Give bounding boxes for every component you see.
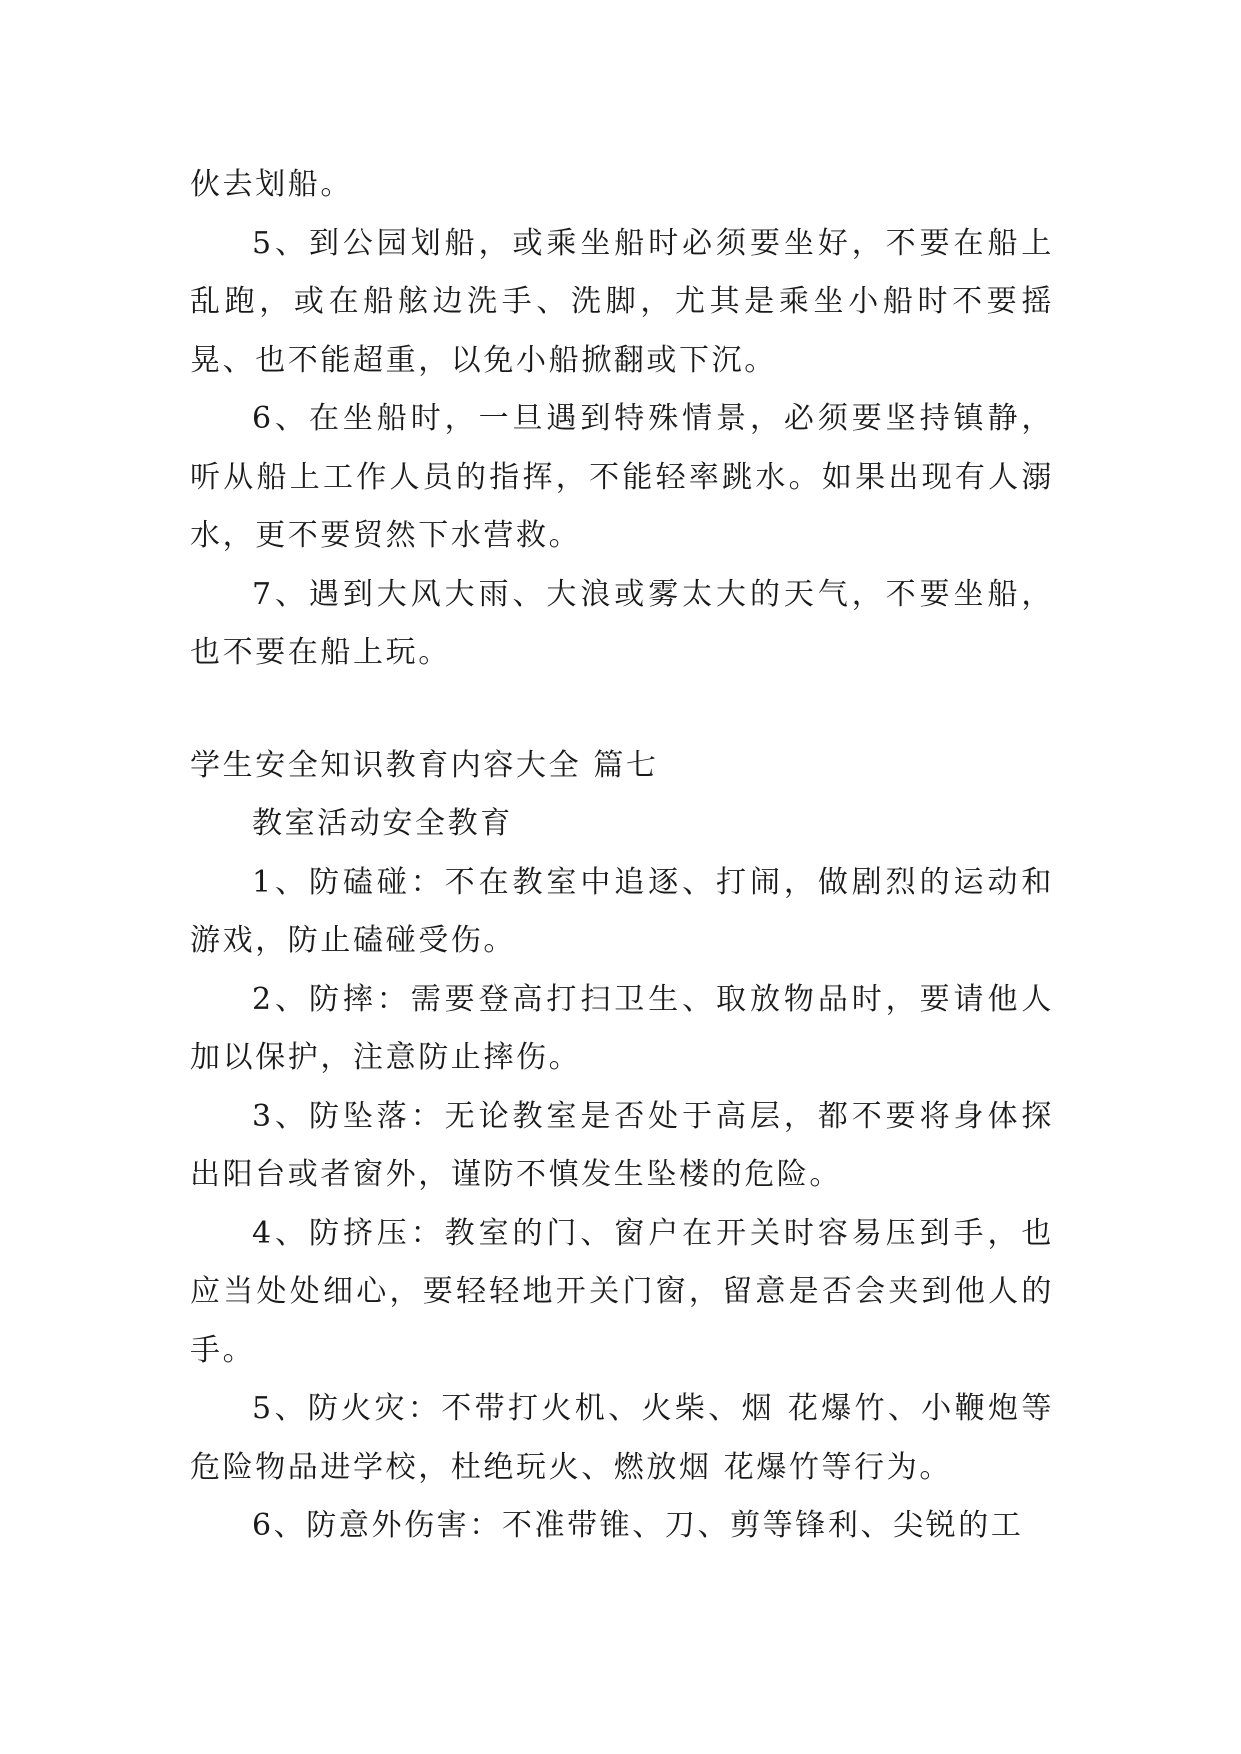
paragraph-item-4-classroom: 4、防挤压：教室的门、窗户在开关时容易压到手，也应当处处细心，要轻轻地开关门窗，留意是否会夹到他人的手。: [190, 1215, 1054, 1368]
paragraph-continuation: 伙去划船。: [190, 167, 353, 202]
paragraph-item-3-classroom: 3、防坠落：无论教室是否处于高层，都不要将身体探出阳台或者窗外，谨防不慎发生坠楼的危险。: [190, 1098, 1054, 1192]
paragraph-item-6-boating: 6、在坐船时，一旦遇到特殊情景，必须要坚持镇静，听从船上工作人员的指挥，不能轻率跳水。如果出现有人溺水，更不要贸然下水营救。: [190, 401, 1054, 553]
section-spacer: [190, 683, 1054, 737]
paragraph-item-1-classroom: 1、防磕碰：不在教室中追逐、打闹，做剧烈的运动和游戏，防止磕碰受伤。: [190, 864, 1054, 958]
section-subtitle: 教室活动安全教育: [252, 806, 513, 841]
paragraph-item-7-boating: 7、遇到大风大雨、大浪或雾太大的天气，不要坐船，也不要在船上玩。: [190, 576, 1054, 670]
document-page: [190, 156, 1054, 1556]
paragraph-item-6-classroom: 6、防意外伤害：不准带锥、刀、剪等锋利、尖锐的工: [252, 1508, 1024, 1543]
paragraph-item-2-classroom: 2、防摔：需要登高打扫卫生、取放物品时，要请他人加以保护，注意防止摔伤。: [190, 981, 1054, 1075]
paragraph-item-5-classroom: 5、防火灾：不带打火机、火柴、烟 花爆竹、小鞭炮等危险物品进学校，杜绝玩火、燃放烟 花爆竹等行为。: [190, 1391, 1054, 1485]
paragraph-item-5-boating: 5、到公园划船，或乘坐船时必须要坐好，不要在船上乱跑，或在船舷边洗手、洗脚，尤其是乘坐小船时不要摇晃、也不能超重，以免小船掀翻或下沉。: [190, 225, 1054, 378]
section-title: 学生安全知识教育内容大全 篇七: [190, 747, 659, 783]
